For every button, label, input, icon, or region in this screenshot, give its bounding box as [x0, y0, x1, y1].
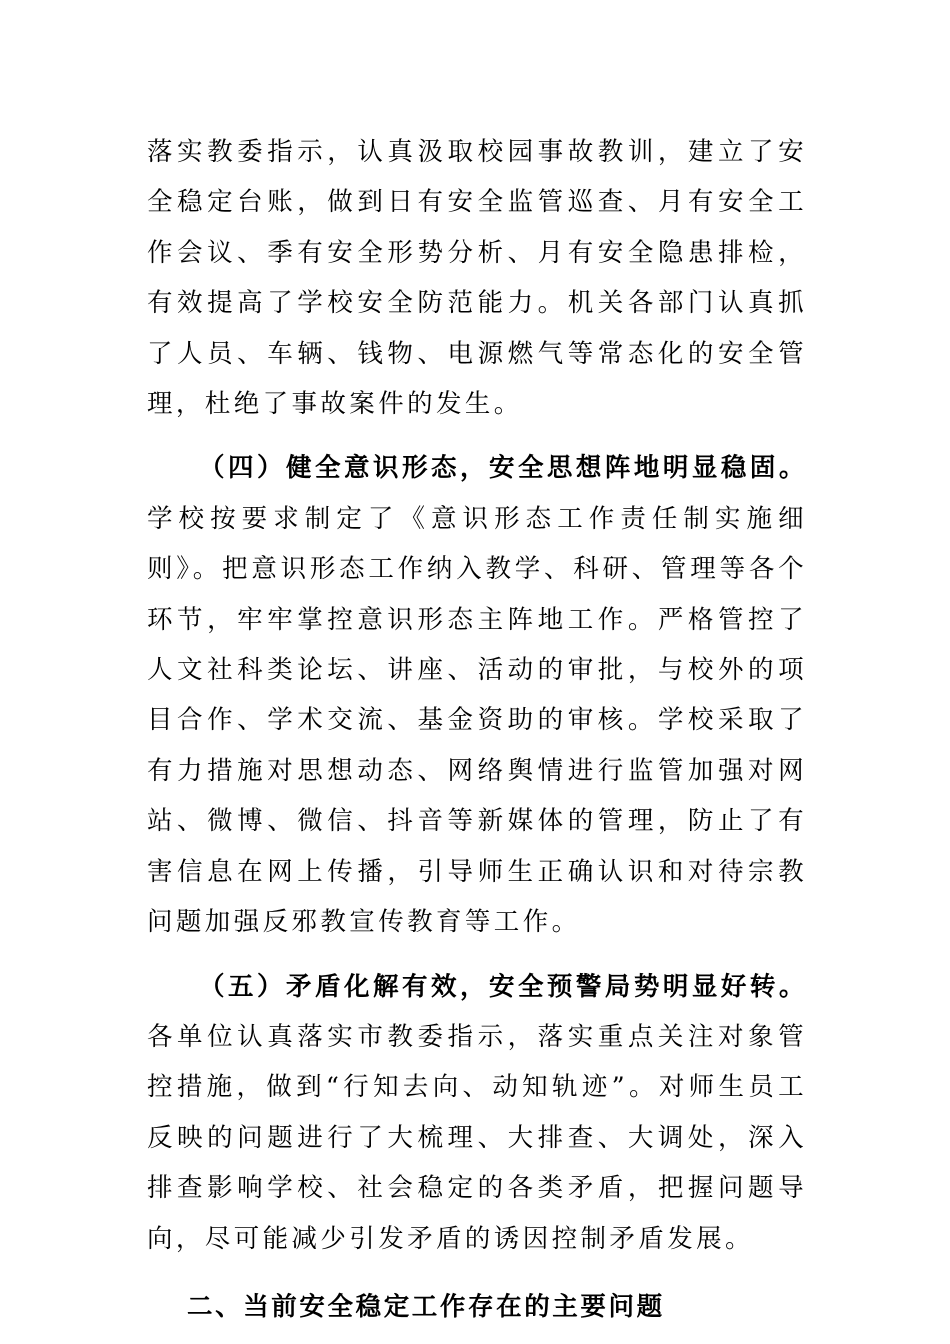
- paragraph-ideology: [147, 443, 807, 947]
- document-page: [147, 127, 807, 1332]
- paragraph-spacer: [147, 1264, 807, 1282]
- paragraph-text: 各单位认真落实市教委指示，落实重点关注对象管控措施，做到“行知去向、动知轨迹”。对师生员工反映的问题进行了大梳理、大排查、大调处，深入排查影响学校、社会稳定的各类矛盾，把握问题导向，尽可能减少引发矛盾的诱因控制矛盾发展。: [147, 1021, 807, 1254]
- paragraph-spacer: [147, 429, 807, 443]
- paragraph-spacer: [147, 948, 807, 962]
- paragraph-text: 落实教委指示，认真汲取校园事故教训，建立了安全稳定台账，做到日有安全监管巡查、月有安全工作会议、季有安全形势分析、月有安全隐患排检，有效提高了学校安全防范能力。机关各部门认真抓了人员、车辆、钱物、电源燃气等常态化的安全管理，杜绝了事故案件的发生。: [147, 137, 807, 420]
- paragraph-conflict-resolution: [147, 962, 807, 1264]
- subsection-heading-ideology: （四）健全意识形态，安全思想阵地明显稳固。: [199, 453, 807, 484]
- subsection-heading-conflict: （五）矛盾化解有效，安全预警局势明显好转。: [199, 971, 807, 1002]
- paragraph-text: 学校按要求制定了《意识形态工作责任制实施细则》。把意识形态工作纳入教学、科研、管理等各个环节，牢牢掌控意识形态主阵地工作。严格管控了人文社科类论坛、讲座、活动的审批，与校外的项目合作、学术交流、基金资助的审核。学校采取了有力措施对思想动态、网络舆情进行监管加强对网站、微博、微信、抖音等新媒体的管理，防止了有害信息在网上传播，引导师生正确认识和对待宗教问题加强反邪教宣传教育等工作。: [147, 503, 807, 938]
- section-heading-main-problems: 二、当前安全稳定工作存在的主要问题: [187, 1291, 665, 1322]
- paragraph-safety-management: [147, 127, 807, 429]
